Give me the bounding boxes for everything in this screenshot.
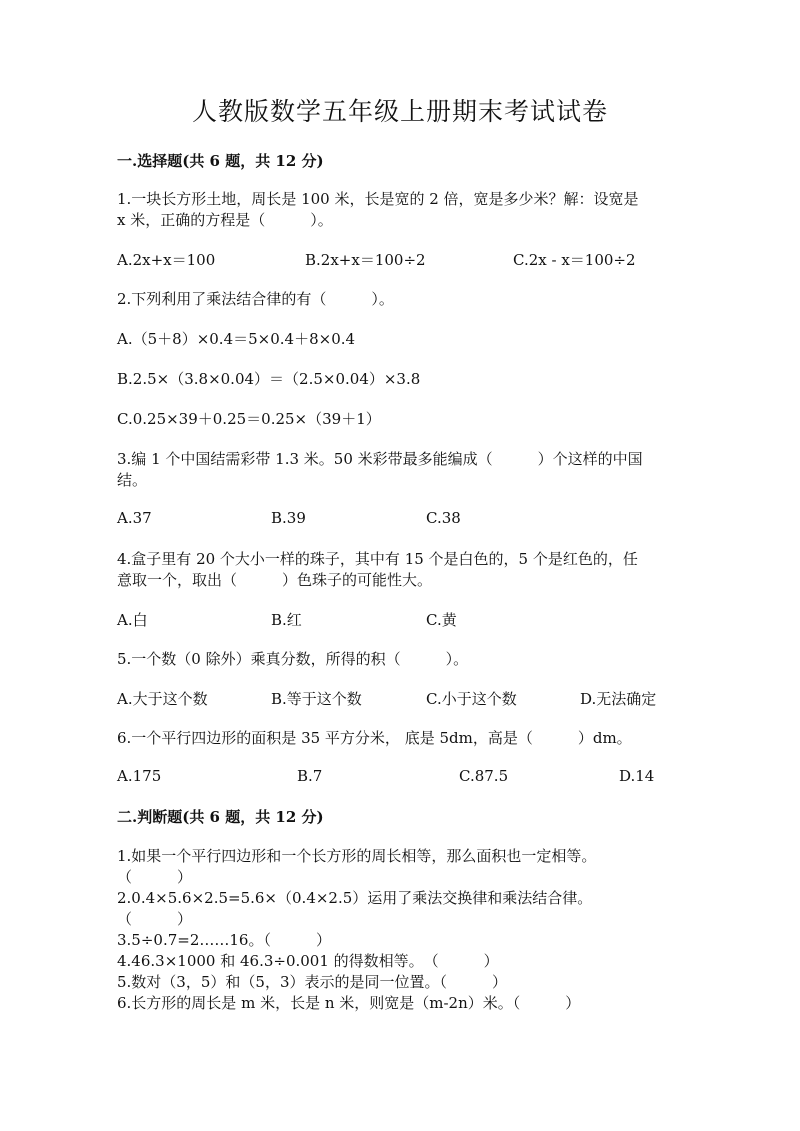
question-6-line-1: 6.一个平行四边形的面积是 35 平方分米， 底是 5dm，高是（ ）dm。 <box>117 729 632 747</box>
question-1-line-2: x 米，正确的方程是（ ）。 <box>117 211 333 229</box>
exam-title: 人教版数学五年级上册期末考试试卷 <box>191 97 608 126</box>
question-5-option-d: D.无法确定 <box>580 690 657 708</box>
question-4-option-a: A.白 <box>117 611 148 629</box>
question-3-line-1: 3.编 1 个中国结需彩带 1.3 米。50 米彩带最多能编成（ ）个这样的中国 <box>117 450 643 468</box>
question-2-line-1: 2.下列利用了乘法结合律的有（ ）。 <box>117 290 394 308</box>
question-2-option-b: B.2.5×（3.8×0.04）＝（2.5×0.04）×3.8 <box>117 370 421 388</box>
question-5-option-b: B.等于这个数 <box>271 690 362 708</box>
question-5-option-a: A.大于这个数 <box>117 690 208 708</box>
question-6-option-a: A.175 <box>117 767 162 785</box>
question-5-option-c: C.小于这个数 <box>426 690 517 708</box>
question-6-option-c: C.87.5 <box>459 767 509 785</box>
question-2-option-a: A.（5＋8）×0.4＝5×0.4＋8×0.4 <box>117 330 356 348</box>
judgement-2-answer-blank: （ ） <box>117 910 193 928</box>
question-4-line-1: 4.盒子里有 20 个大小一样的珠子，其中有 15 个是白色的，5 个是红色的，任 <box>117 550 638 568</box>
section-heading-judgement: 二.判断题(共 6 题，共 12 分) <box>117 808 324 826</box>
question-3-line-2: 结。 <box>117 471 148 489</box>
question-6-option-b: B.7 <box>297 767 323 785</box>
question-4-option-b: B.红 <box>271 611 302 629</box>
judgement-2-text: 2.0.4×5.6×2.5=5.6×（0.4×2.5）运用了乘法交换律和乘法结合律。 <box>117 889 593 907</box>
question-1-option-c: C.2x - x＝100÷2 <box>513 251 636 269</box>
question-6-option-d: D.14 <box>619 767 655 785</box>
question-4-option-c: C.黄 <box>426 611 457 629</box>
question-1-option-a: A.2x+x＝100 <box>117 251 216 269</box>
judgement-6-text: 6.长方形的周长是 m 米，长是 n 米，则宽是（m-2n）米。（ ） <box>117 994 581 1012</box>
question-5-line-1: 5.一个数（0 除外）乘真分数，所得的积（ ）。 <box>117 650 469 668</box>
question-3-option-a: A.37 <box>117 509 152 527</box>
question-4-line-2: 意取一个，取出（ ）色珠子的可能性大。 <box>117 571 433 589</box>
question-3-option-b: B.39 <box>271 509 306 527</box>
question-1-line-1: 1.一块长方形土地，周长是 100 米，长是宽的 2 倍，宽是多少米？解：设宽是 <box>117 190 639 208</box>
section-heading-choice: 一.选择题(共 6 题，共 12 分) <box>117 152 324 170</box>
question-1-option-b: B.2x+x＝100÷2 <box>305 251 426 269</box>
question-3-option-c: C.38 <box>426 509 461 527</box>
judgement-3-text: 3.5÷0.7=2……16。（ ） <box>117 931 331 949</box>
judgement-1-text: 1.如果一个平行四边形和一个长方形的周长相等，那么面积也一定相等。 <box>117 847 597 865</box>
judgement-1-answer-blank: （ ） <box>117 868 193 886</box>
judgement-5-text: 5.数对（3，5）和（5，3）表示的是同一位置。（ ） <box>117 973 507 991</box>
judgement-4-text: 4.46.3×1000 和 46.3÷0.001 的得数相等。 （ ） <box>117 952 499 970</box>
question-2-option-c: C.0.25×39＋0.25＝0.25×（39＋1） <box>117 410 381 428</box>
